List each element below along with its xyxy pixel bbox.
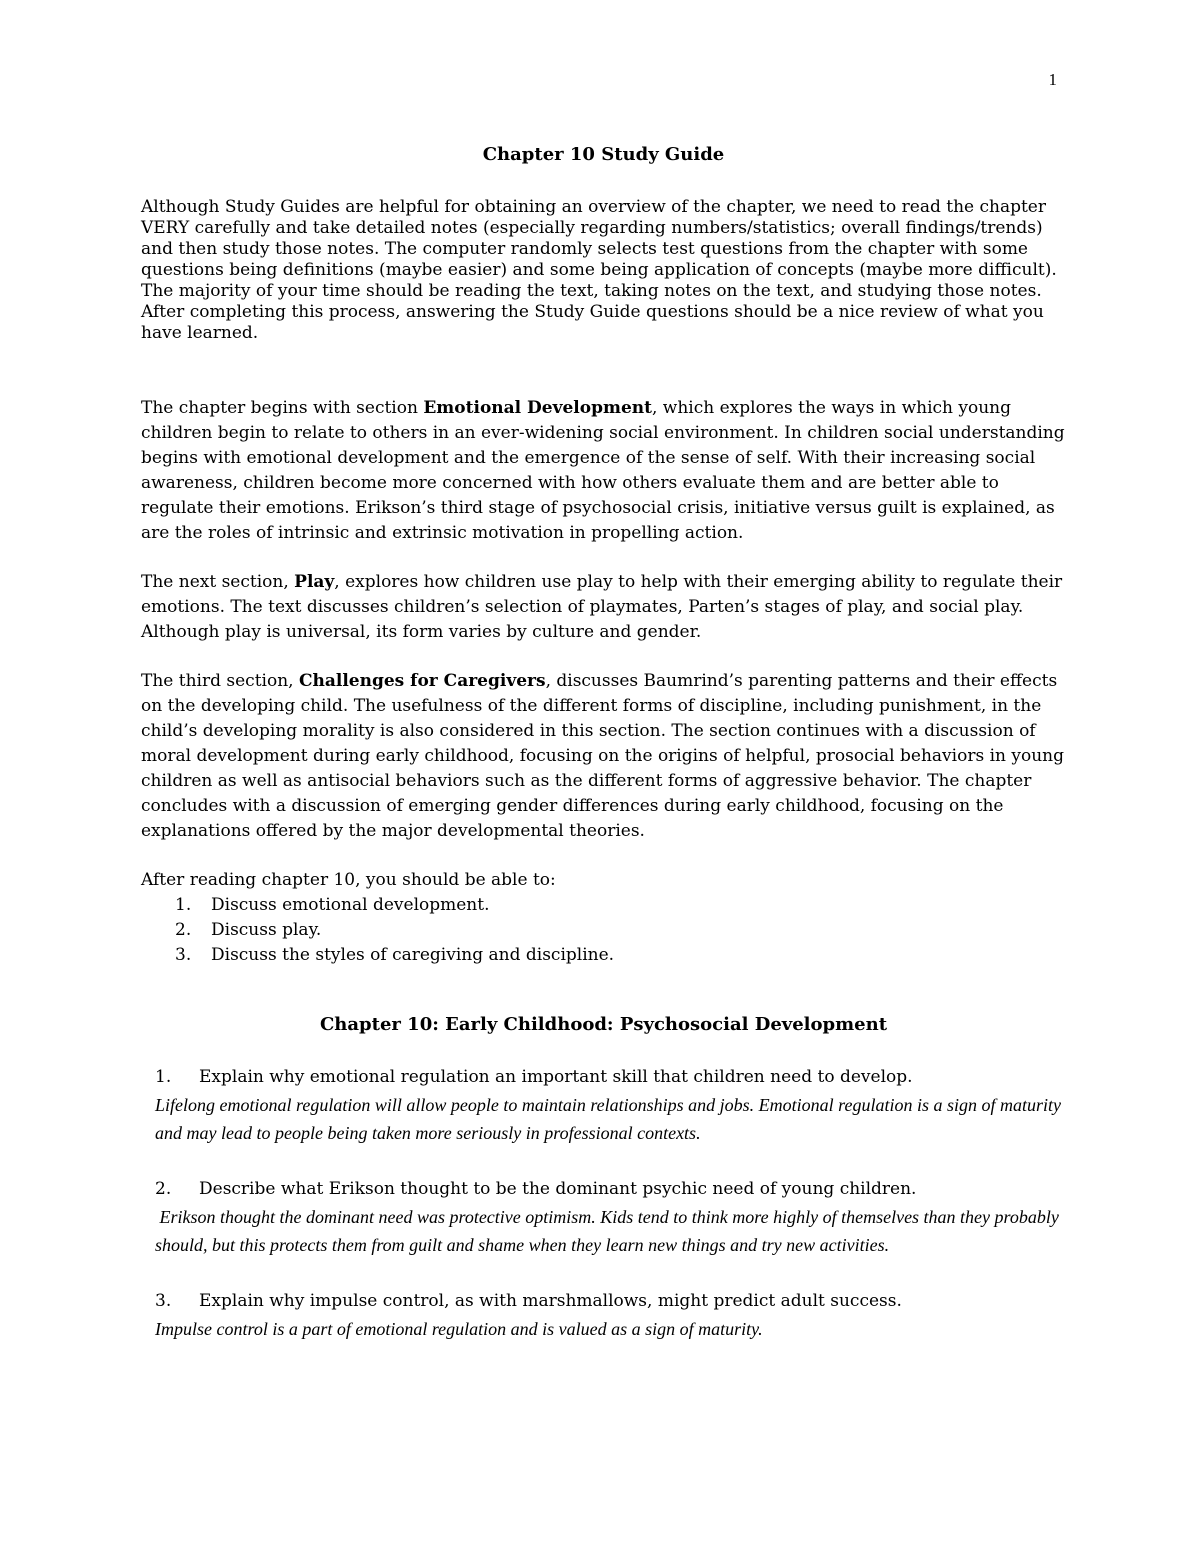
question-number: 2. [155, 1179, 172, 1199]
objective-item [175, 943, 1066, 968]
objective-text: Discuss the styles of caregiving and discipline. [211, 945, 615, 965]
paragraph-text: , explores how children use play to help with their emerging ability to regulate their emotions. The text discusses children’s selection of playmates, Parten’s stages of play, and social play. Although play is universal, its form varies by culture and gender. [141, 572, 1063, 642]
paragraph-text: , discusses Baumrind’s parenting patterns and their effects on the developing child. The usefulness of the different forms of discipline, including punishment, in the child’s developing morality is also considered in this section. The section continues with a discussion of moral development during early childhood, focusing on the origins of helpful, prosocial behaviors in young children as well as antisocial behaviors such as the different forms of aggressive behavior. The chapter concludes with a discussion of emerging gender differences during early childhood, focusing on the explanations offered by the major developmental theories. [141, 671, 1064, 841]
objectives-list [141, 893, 1066, 968]
section-name-bold: Emotional Development [423, 398, 652, 418]
answer-text: Impulse control is a part of emotional regulation and is valued as a sign of maturity. [155, 1319, 763, 1339]
objective-item [175, 893, 1066, 918]
objective-number: 3. [175, 945, 192, 965]
question-number: 1. [155, 1067, 172, 1087]
objective-item [175, 918, 1066, 943]
question [155, 1063, 1066, 1091]
paragraph-text: The third section, [141, 671, 299, 691]
question-block [141, 1063, 1066, 1147]
objective-number: 1. [175, 895, 192, 915]
document-title: Chapter 10 Study Guide [482, 144, 725, 165]
document-body [141, 144, 1066, 1371]
section-summary-challenges [141, 669, 1066, 844]
section-summary-emotional-development [141, 396, 1066, 546]
section-summary-play [141, 570, 1066, 645]
answer-text: Lifelong emotional regulation will allow people to maintain relationships and jobs. Emotional regulation is a sign of maturity and may lead to people being taken more seriously in professional contexts. [155, 1095, 1062, 1143]
objectives-lead: After reading chapter 10, you should be able to: [141, 870, 556, 890]
question-block [141, 1175, 1066, 1259]
section-name-bold: Play [294, 572, 335, 592]
objective-text: Discuss play. [211, 920, 322, 940]
objective-number: 2. [175, 920, 192, 940]
page-number: 1 [1048, 70, 1057, 89]
paragraph-text: , which explores the ways in which young children begin to relate to others in an ever-widening social environment. In children social understanding begins with emotional development and the emergence of the sense of self. With their increasing social awareness, children become more concerned with how others evaluate them and are better able to regulate their emotions. Erikson’s third stage of psychosocial crisis, initiative versus guilt is explained, as are the roles of intrinsic and extrinsic motivation in propelling action. [141, 398, 1065, 543]
section-name-bold: Challenges for Caregivers [298, 671, 546, 691]
question-block [141, 1287, 1066, 1343]
question [155, 1287, 1066, 1315]
question-text: Explain why emotional regulation an important skill that children need to develop. [199, 1067, 913, 1087]
question-text: Explain why impulse control, as with marshmallows, might predict adult success. [199, 1291, 902, 1311]
answer-text: Erikson thought the dominant need was protective optimism. Kids tend to think more highly of themselves than they probably should, but this protects them from guilt and shame when they learn new things and try new activities. [155, 1207, 1064, 1255]
intro-paragraph: Although Study Guides are helpful for obtaining an overview of the chapter, we need to read the chapter VERY carefully and take detailed notes (especially regarding numbers/statistics; overall findings/trends) and then study those notes. The computer randomly selects test questions from the chapter with some questions being definitions (maybe easier) and some being application of concepts (maybe more difficult). The majority of your time should be reading the text, taking notes on the text, and studying those notes. After completing this process, answering the Study Guide questions should be a nice review of what you have learned. [141, 197, 1057, 343]
section-title: Chapter 10: Early Childhood: Psychosocial Development [319, 1014, 888, 1035]
paragraph-text: The next section, [141, 572, 295, 592]
objective-text: Discuss emotional development. [211, 895, 490, 915]
question-text: Describe what Erikson thought to be the dominant psychic need of young children. [199, 1179, 917, 1199]
question-number: 3. [155, 1291, 172, 1311]
paragraph-text: The chapter begins with section [141, 398, 424, 418]
question [155, 1175, 1066, 1203]
